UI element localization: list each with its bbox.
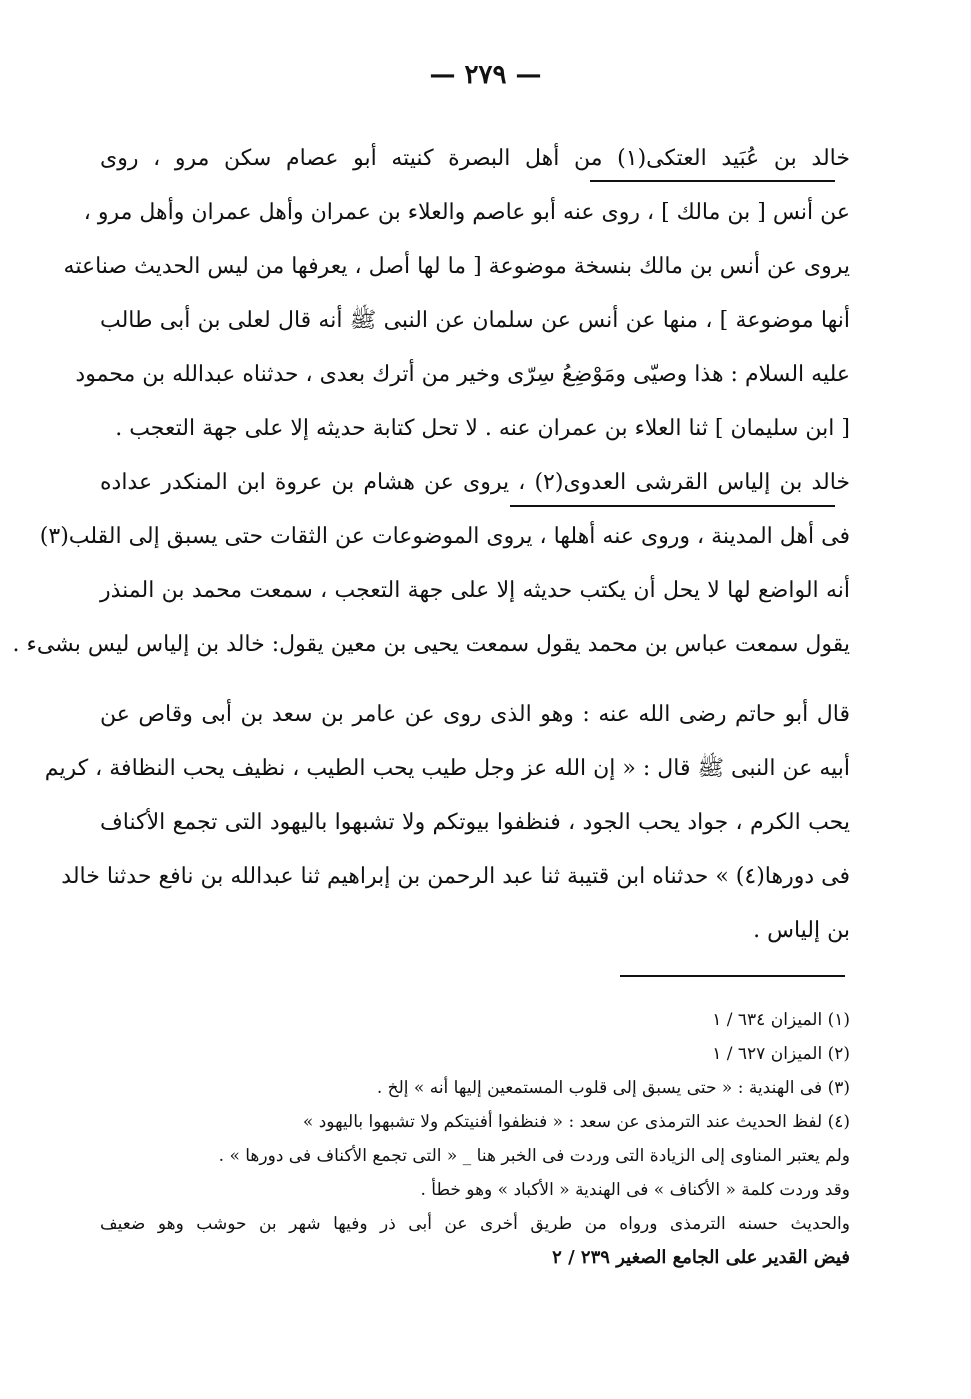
entry-khalid-ibn-ilyas <box>12 456 850 672</box>
entry-line: فى دورها(٤) » حدثناه ابن قتيبة ثنا عبد الرحمن بن إبراهيم ثنا عبدالله بن نافع حدثنا خالد <box>61 864 850 889</box>
footnote-4: (٤) لفظ الحديث عند الترمذى عن سعد : « فنظفوا أفنيتكم ولا تشبهوا باليهود » <box>302 1112 850 1132</box>
footnote-4-continuation: والحديث حسنه الترمذى ورواه من طريق أخرى عن أبى ذر وفيها شهر بن حوشب وهو ضعيف <box>100 1214 850 1234</box>
entry-line: يحب الكرم ، جواد يحب الجود ، فنظفوا بيوتكم ولا تشبهوا باليهود التى تجمع الأكناف <box>100 810 850 835</box>
entry-line: بن إلياس . <box>753 918 850 943</box>
footnote-1: (١) الميزان ٦٣٤ / ١ <box>712 1010 850 1030</box>
footnotes <box>100 1003 850 1275</box>
footnote-4-source: فيض القدير على الجامع الصغير ٢٣٩ / ٢ <box>552 1247 850 1268</box>
entry-line: يروى عن أنس بن مالك بنسخة موضوعة [ ما لها أصل ، يعرفها من ليس الحديث صناعته <box>63 254 850 279</box>
entry-line: خالد بن إلياس القرشى العدوى(٢) ، يروى عن هشام بن عروة ابن المنكدر عداده <box>100 470 850 495</box>
entry-line: خالد بن عُبَيد العتكى(١) من أهل البصرة كنيته أبو عصام سكن مرو ، روى <box>100 146 850 171</box>
page-number: — ٢٧٩ — <box>429 60 542 90</box>
footnote-divider <box>620 975 845 977</box>
entry-line: عن أنس [ بن مالك ] ، روى عنه أبو عاصم والعلاء بن عمران وأهل عمران وأهل مرو ، <box>83 200 850 225</box>
footnote-4-continuation: وقد وردت كلمة « الأكناف » فى الهندية « الأكباد » وهو خطأ . <box>420 1180 850 1200</box>
footnote-4-continuation: ولم يعتبر المناوى إلى الزيادة التى وردت فى الخبر هنا _ « التى تجمع الأكناف فى دورها » . <box>218 1146 850 1166</box>
entry-line: أبيه عن النبى ﷺ قال : « إن الله عز وجل طيب يحب الطيب ، نظيف يحب النظافة ، كريم <box>44 756 850 781</box>
name-underline <box>510 505 835 507</box>
entry-line: عليه السلام : هذا وصيّى ومَوْضِعُ سِرّى وخير من أترك بعدى ، حدثناه عبدالله بن محمود <box>75 362 850 387</box>
entry-line: قال أبو حاتم رضى الله عنه : وهو الذى روى عن عامر بن سعد بن أبى وقاص عن <box>100 702 850 727</box>
footnote-3: (٣) فى الهندية : « حتى يسبق إلى قلوب المستمعين إليها أنه » إلخ . <box>376 1078 850 1098</box>
entry-line: أنه الواضع لها لا يحل أن يكتب حديثه إلا على جهة التعجب ، سمعت محمد بن المنذر <box>100 578 850 603</box>
entry-line: فى أهل المدينة ، وروى عنه أهلها ، يروى الموضوعات عن الثقات حتى يسبق إلى القلب(٣) <box>39 524 850 549</box>
entry-line: يقول سمعت عباس بن محمد يقول سمعت يحيى بن معين يقول: خالد بن إلياس ليس بشىء . <box>12 632 850 657</box>
footnote-2: (٢) الميزان ٦٢٧ / ١ <box>712 1044 850 1064</box>
entry-line: [ ابن سليمان ] ثنا العلاء بن عمران عنه . لا تحل كتابة حديثه إلا على جهة التعجب . <box>115 416 850 441</box>
entry-abu-hatim-comment <box>44 688 850 958</box>
name-underline <box>590 180 835 182</box>
entry-line: أنها موضوعة ] ، منها عن أنس عن سلمان عن النبى ﷺ أنه قال لعلى بن أبى طالب <box>100 308 850 333</box>
